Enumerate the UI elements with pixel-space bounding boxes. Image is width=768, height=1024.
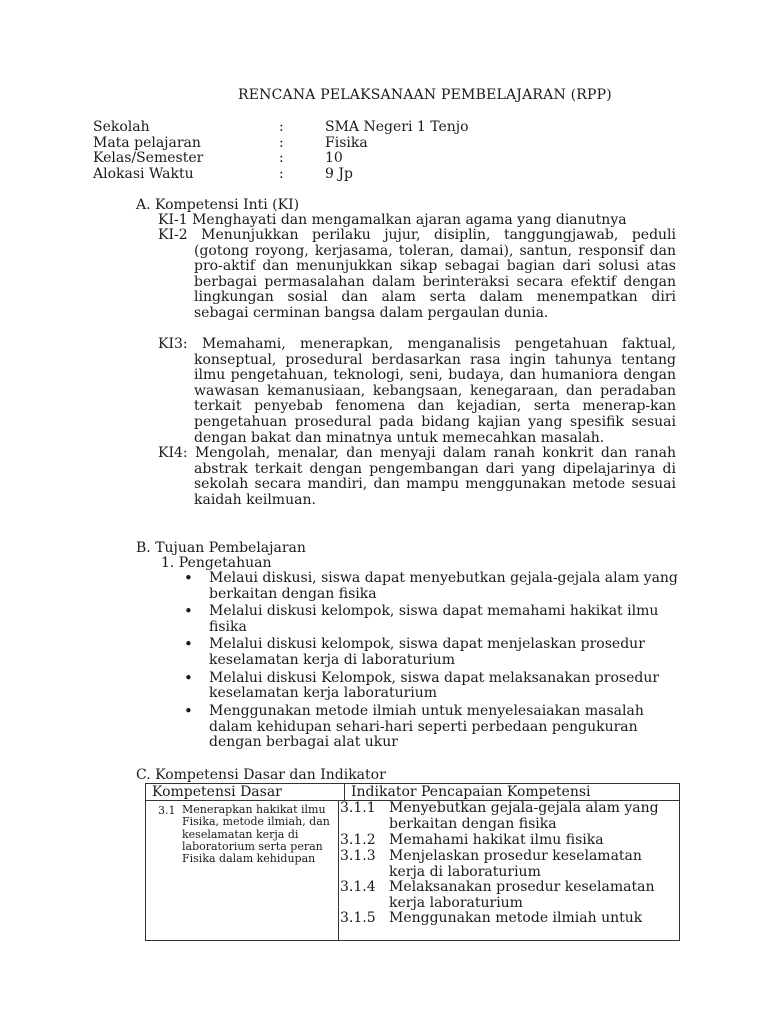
ki3-line: wawasan kemanusiaan, kebangsaan, kenegaraan, dan peradaban [194, 382, 676, 399]
list-item: • Melaui diskusi, siswa dapat menyebutkan gejala-gejala alam yang berkaitan dengan fisika [180, 571, 680, 603]
list-item: • Melalui diskusi kelompok, siswa dapat memahami hakikat ilmu fisika [180, 604, 680, 636]
identity-label: Kelas/Semester [93, 150, 204, 166]
column-divider [338, 801, 339, 940]
identity-colon: : [279, 166, 284, 182]
ki3-line: pengetahuan prosedural pada bidang kajian yang spesifik sesuai [194, 413, 676, 430]
identity-colon: : [279, 150, 284, 166]
indicator-text: Melaksanakan prosedur keselamatan kerja laboraturium [389, 879, 655, 911]
table-body-cell [146, 801, 680, 941]
ki2-line: (gotong royong, kerjasama, toleran, damai), santun, responsif dan [194, 242, 676, 259]
list-item: • Melalui diskusi kelompok, siswa dapat menjelaskan prosedur keselamatan kerja di laboraturium [180, 637, 680, 669]
identity-colon: : [279, 119, 284, 135]
indicator-number: 3.1.1 [340, 800, 376, 816]
indicator-text: Menjelaskan prosedur keselamatan kerja di laboraturium [389, 848, 642, 880]
identity-label: Mata pelajaran [93, 135, 201, 151]
ki3-line: KI3: Memahami, menerapkan, menganalisis pengetahuan faktual, [158, 336, 676, 352]
indicator-number: 3.1.2 [340, 832, 376, 848]
identity-value: 10 [325, 150, 343, 166]
competency-table [145, 783, 680, 941]
indicator-text: Menggunakan metode ilmiah untuk [389, 910, 643, 926]
identity-value: SMA Negeri 1 Tenjo [325, 119, 469, 135]
ki4-line: kaidah keilmuan. [194, 491, 316, 508]
ki2-line: berbagai permasalahan dalam berinteraksi secara efektif dengan [194, 273, 676, 290]
indicator-number: 3.1.4 [340, 879, 376, 895]
identity-value: 9 Jp [325, 166, 353, 182]
table-row-content [146, 801, 679, 940]
ki1-text: KI-1 Menghayati dan mengamalkan ajaran agama yang dianutnya [158, 212, 627, 228]
ki3-line: terkait penyebab fenomena dan kejadian, serta menerap-kan [194, 398, 676, 415]
table-header-cell: Indikator Pencapaian Kompetensi [345, 784, 680, 801]
ki3-paragraph [158, 337, 676, 446]
document-title: RENCANA PELAKSANAAN PEMBELAJARAN (RPP) [238, 87, 612, 103]
section-c-heading: C. Kompetensi Dasar dan Indikator [136, 767, 386, 783]
table-header-cell: Kompetensi Dasar [146, 784, 345, 801]
ki4-line: sekolah secara mandiri, dan mampu menggunakan metode sesuai [194, 476, 676, 493]
list-item: • Melalui diskusi Kelompok, siswa dapat melaksanakan prosedur keselamatan kerja laboraturium [180, 671, 680, 703]
identity-label: Alokasi Waktu [93, 166, 194, 182]
ki3-line: ilmu pengetahuan, teknologi, seni, budaya, dan humaniora dengan [194, 367, 676, 384]
section-a-heading: A. Kompetensi Inti (KI) [136, 197, 300, 213]
indicator-number: 3.1.5 [340, 910, 376, 926]
ki2-line: sebagai cerminan bangsa dalam pergaulan dunia. [194, 304, 549, 321]
learning-objectives-list [180, 571, 680, 753]
ki4-line: abstrak terkait dengan pengembangan dari yang dipelajarinya di [194, 460, 676, 477]
section-b-heading: B. Tujuan Pembelajaran [136, 540, 306, 556]
table-row [146, 801, 680, 941]
ki2-line: pro-aktif dan menunjukkan sikap sebagai bagian dari solusi atas [194, 258, 676, 275]
kd-text: Menerapkan hakikat ilmu Fisika, metode ilmiah, dan keselamatan kerja di laboratorium serta peran Fisika dalam kehidupan [182, 803, 330, 866]
ki3-line: dengan bakat dan minatnya untuk memecahkan masalah. [194, 429, 605, 446]
section-b-subheading: 1. Pengetahuan [161, 555, 272, 571]
indicator-text: Menyebutkan gejala-gejala alam yang berkaitan dengan fisika [389, 800, 659, 832]
kd-number: 3.1 [158, 804, 176, 817]
ki3-line: konseptual, prosedural berdasarkan rasa ingin tahunya tentang [194, 351, 676, 368]
indicator-number: 3.1.3 [340, 848, 376, 864]
ki2-paragraph [158, 228, 676, 322]
identity-value: Fisika [325, 135, 368, 151]
ki4-paragraph [158, 446, 676, 508]
ki4-line: KI4: Mengolah, menalar, dan menyaji dalam ranah konkrit dan ranah [158, 445, 676, 461]
table-header-row [146, 784, 680, 801]
ki2-line: KI-2 Menunjukkan perilaku jujur, disiplin, tanggungjawab, peduli [158, 227, 676, 243]
ki2-line: lingkungan sosial dan alam serta dalam menempatkan diri [194, 289, 676, 306]
indicator-text: Memahami hakikat ilmu fisika [389, 832, 604, 848]
list-item: • Menggunakan metode ilmiah untuk menyelesaiakan masalah dalam kehidupan sehari-hari seperti perbedaan pengukuran dengan berbagai alat ukur [180, 704, 649, 751]
identity-colon: : [279, 135, 284, 151]
identity-label: Sekolah [93, 119, 150, 135]
